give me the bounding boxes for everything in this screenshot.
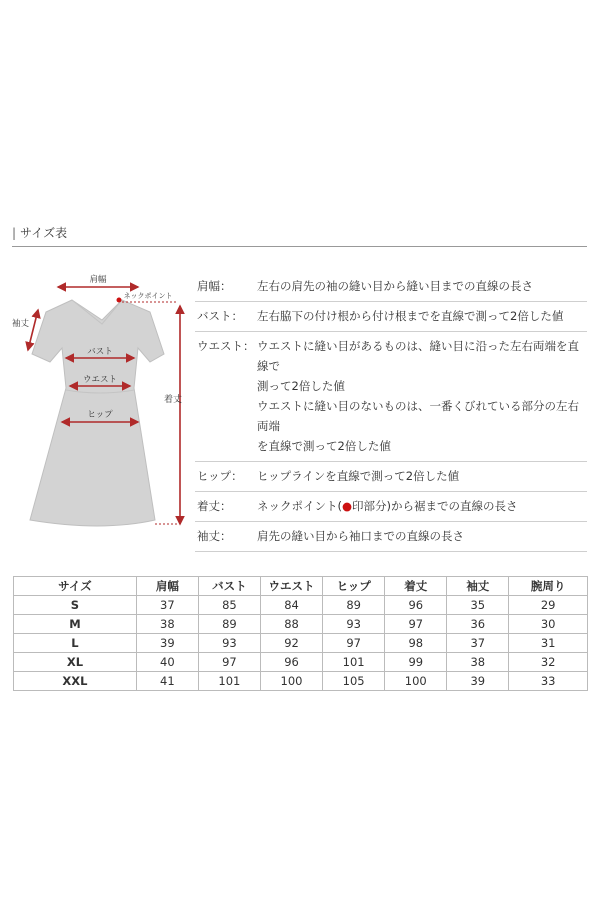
table-cell: 39 [447,672,509,691]
table-cell: 97 [385,615,447,634]
definition-desc [257,496,587,516]
definition-desc: 左右の肩先の袖の縫い目から縫い目までの直線の長さ [257,279,533,293]
table-header-row [14,577,588,596]
table-cell: 31 [509,634,588,653]
table-cell: 29 [509,596,588,615]
sleeve-label: 袖丈 [12,319,30,329]
definition-term: ヒップ： [197,469,243,483]
table-cell: 99 [385,653,447,672]
column-header: サイズ [14,577,137,596]
definition-row-length [195,492,587,522]
table-cell: 85 [198,596,260,615]
column-header: 着丈 [385,577,447,596]
table-cell: 84 [260,596,322,615]
section-title [12,224,67,241]
table-cell: 93 [323,615,385,634]
length-label: 着丈 [164,395,183,405]
table-row [14,672,588,691]
table-row [14,615,588,634]
definition-row-sleeve [195,522,587,552]
table-cell: 33 [509,672,588,691]
size-label-cell: M [14,615,137,634]
table-cell: 39 [136,634,198,653]
table-cell: 100 [385,672,447,691]
neck-point-dot [117,298,122,303]
table-row [14,634,588,653]
table-cell: 36 [447,615,509,634]
size-table [13,576,588,691]
table-cell: 37 [447,634,509,653]
definition-desc-line: ウエストに縫い目があるものは、縫い目に沿った左右両端を直線で [257,339,579,373]
table-row [14,653,588,672]
size-label-cell: XL [14,653,137,672]
definition-desc-after: 印部分)から裾までの直線の長さ [352,499,518,513]
table-cell: 100 [260,672,322,691]
table-cell: 97 [323,634,385,653]
table-cell: 101 [323,653,385,672]
section-title-text: サイズ表 [20,226,68,240]
table-cell: 30 [509,615,588,634]
definition-desc: 肩先の縫い目から袖口までの直線の長さ [257,529,464,543]
table-cell: 89 [198,615,260,634]
column-header: バスト [198,577,260,596]
definition-desc-line: 測って2倍した値 [257,379,345,393]
definition-desc-before: ネックポイント( [257,499,342,513]
table-cell: 38 [136,615,198,634]
size-label-cell: S [14,596,137,615]
table-cell: 96 [385,596,447,615]
definition-desc: ヒップラインを直線で測って2倍した値 [257,469,460,483]
table-cell: 37 [136,596,198,615]
table-cell: 96 [260,653,322,672]
title-bar-mark: | [12,226,17,240]
definition-row-waist [195,332,587,462]
measurement-definitions [195,276,587,552]
column-header: ヒップ [323,577,385,596]
shoulder-label: 肩幅 [89,275,107,285]
table-cell: 101 [198,672,260,691]
definition-desc-line: ウエストに縫い目のないものは、一番くびれている部分の左右両端 [257,399,579,433]
table-cell: 35 [447,596,509,615]
table-cell: 97 [198,653,260,672]
title-divider [12,246,587,247]
column-header: 腕周り [509,577,588,596]
definition-desc [257,336,587,456]
definition-desc: 左右脇下の付け根から付け根までを直線で測って2倍した値 [257,309,564,323]
garment-diagram [10,262,195,532]
table-cell: 88 [260,615,322,634]
table-cell: 41 [136,672,198,691]
table-row [14,596,588,615]
definition-term: バスト： [197,309,243,323]
size-label-cell: XXL [14,672,137,691]
definition-desc-line: を直線で測って2倍した値 [257,439,391,453]
column-header: 袖丈 [447,577,509,596]
table-cell: 92 [260,634,322,653]
hip-label: ヒップ [87,410,113,420]
neck-point-label: ネックポイント [123,292,173,300]
definition-row-shoulder [195,276,587,302]
definition-term: 着丈： [197,499,232,513]
definition-term: ウエスト： [197,339,255,353]
table-cell: 105 [323,672,385,691]
bust-label: バスト [87,347,113,357]
table-cell: 38 [447,653,509,672]
waist-label: ウエスト [82,375,118,385]
table-cell: 32 [509,653,588,672]
neck-point-marker-icon: ● [342,499,353,513]
definition-row-bust [195,302,587,332]
definition-term: 肩幅： [197,279,232,293]
table-cell: 89 [323,596,385,615]
definition-row-hip [195,462,587,492]
column-header: 肩幅 [136,577,198,596]
size-label-cell: L [14,634,137,653]
table-cell: 98 [385,634,447,653]
definition-term: 袖丈： [197,529,232,543]
table-cell: 40 [136,653,198,672]
column-header: ウエスト [260,577,322,596]
table-cell: 93 [198,634,260,653]
